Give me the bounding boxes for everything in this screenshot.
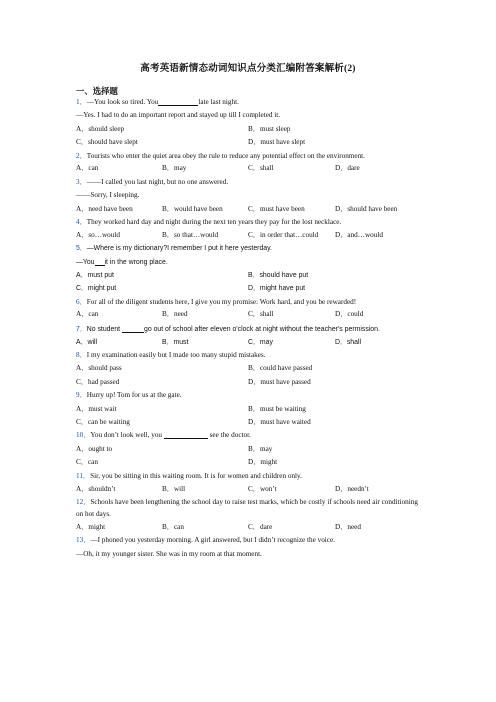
question-number: 2．	[76, 151, 87, 160]
option-d[interactable]: D．dare	[335, 164, 360, 173]
question-2-options	[76, 162, 421, 175]
option-b[interactable]: B．must sleep	[248, 124, 291, 133]
option-c[interactable]: C．should have slept	[76, 138, 138, 147]
question-1-options-cd	[76, 136, 421, 149]
question-4-options	[76, 229, 421, 242]
option-d[interactable]: D．and…would	[335, 230, 383, 239]
option-c[interactable]: C．dare	[248, 522, 273, 531]
question-number: 12．	[76, 498, 91, 507]
option-b[interactable]: B．will	[162, 484, 186, 493]
option-c[interactable]: C．can	[76, 458, 98, 467]
option-d[interactable]: D．need	[335, 522, 361, 531]
question-1-stem	[76, 96, 421, 109]
question-4-stem	[76, 216, 421, 229]
question-text: Sir, you be sitting in this waiting room. It is for women and children only.	[90, 471, 302, 480]
option-b[interactable]: B．may	[162, 164, 187, 173]
question-text: Hurry up! Tom for us at the gate.	[86, 391, 182, 400]
question-text: —Where is my dictionary?I remember I put it here yesterday.	[86, 245, 272, 253]
question-text: No student	[86, 325, 121, 333]
question-text: see the doctor.	[209, 431, 251, 440]
answer-blank	[164, 429, 208, 439]
question-5-options-ab	[76, 269, 421, 282]
question-number: 8．	[76, 351, 87, 360]
question-8-options-ab	[76, 362, 421, 375]
option-d[interactable]: D．shall	[335, 338, 362, 346]
question-number: 3．	[76, 177, 87, 186]
question-text: Tourists who enter the quiet area obey the rule to reduce any potential effect on the environment.	[86, 151, 365, 160]
option-d[interactable]: D．must have slept	[248, 138, 306, 147]
question-number: 10．	[76, 431, 91, 440]
answer-blank	[95, 256, 105, 266]
option-b[interactable]: B．would have been	[162, 204, 223, 213]
question-text: —I phoned you yesterday morning. A girl answered, but I didn’t recognize the voice.	[90, 536, 335, 545]
option-c[interactable]: C．might put	[76, 285, 117, 293]
question-10-options-cd	[76, 456, 421, 469]
question-7-stem	[76, 322, 421, 336]
question-number: 11．	[76, 471, 91, 480]
question-12-stem	[76, 496, 421, 521]
option-a[interactable]: A．shouldn’t	[76, 484, 116, 493]
option-a[interactable]: A．can	[76, 164, 99, 173]
option-b[interactable]: B．so that…would	[162, 230, 219, 239]
question-5-dialogue	[76, 256, 421, 269]
option-d[interactable]: D．needn’t	[335, 484, 369, 493]
question-text: I my examination easily but I made too many stupid mistakes.	[86, 351, 266, 360]
question-6-stem	[76, 296, 421, 309]
option-b[interactable]: B．can	[162, 522, 184, 531]
option-b[interactable]: B．must	[162, 338, 189, 346]
question-1-dialogue: —Yes. I had to do an important report and stayed up till I completed it.	[76, 111, 281, 120]
option-c[interactable]: C．had passed	[76, 377, 120, 386]
question-number: 7．	[76, 325, 87, 333]
option-c[interactable]: C．shall	[248, 310, 274, 319]
question-2-stem	[76, 150, 421, 163]
question-11-stem	[76, 470, 421, 483]
question-number: 4．	[76, 217, 87, 226]
option-b[interactable]: B．could have passed	[248, 364, 313, 373]
option-d[interactable]: D．might	[248, 458, 278, 467]
option-a[interactable]: A．will	[76, 338, 98, 346]
answer-blank	[122, 323, 144, 333]
question-text: You don’t look well, you	[90, 431, 163, 440]
question-text: ——I called you last night, but no one answered.	[86, 177, 229, 186]
question-8-stem	[76, 349, 421, 362]
question-text: For all of the diligent students here, I give you my promise: Work hard, and you be rewarded!	[86, 297, 357, 306]
option-a[interactable]: A．need have been	[76, 204, 133, 213]
question-number: 9．	[76, 391, 87, 400]
question-list	[76, 96, 421, 561]
question-text: They worked hard day and night during the next ten years they pay for the lost necklace.	[86, 217, 342, 226]
question-text: it in the wrong place.	[104, 258, 168, 266]
option-c[interactable]: C．can be waiting	[76, 418, 130, 426]
question-10-options-ab	[76, 443, 421, 456]
question-11-options	[76, 483, 421, 496]
option-d[interactable]: D．must have waited	[248, 418, 311, 426]
question-3-stem	[76, 176, 421, 189]
option-c[interactable]: C．shall	[248, 164, 274, 173]
option-d[interactable]: D．might have put	[248, 285, 306, 293]
option-d[interactable]: D．could	[335, 310, 364, 319]
option-a[interactable]: A．so…would	[76, 230, 120, 239]
question-text: Schools have been lengthening the school day to raise test marks, which be costly if schools need air conditioning on hot days.	[76, 498, 418, 519]
question-13-stem	[76, 534, 421, 547]
question-13-dialogue: —Oh, it my younger sister. She was in my room at that moment.	[76, 549, 262, 558]
option-a[interactable]: A．must put	[76, 271, 114, 279]
option-a[interactable]: A．might	[76, 522, 106, 531]
option-b[interactable]: B．may	[248, 444, 273, 453]
question-9-options-ab	[76, 403, 421, 416]
section-heading: 一、选择题	[76, 87, 118, 96]
option-d[interactable]: D．should have been	[335, 204, 398, 213]
question-text: —You look so tired. You	[86, 98, 159, 106]
question-7-options	[76, 336, 421, 349]
question-text: —You	[76, 258, 95, 266]
question-3-dialogue: ——Sorry, I sleeping.	[76, 191, 140, 200]
question-6-options	[76, 308, 421, 321]
question-number: 1．	[76, 98, 87, 106]
question-5-options-cd	[76, 282, 421, 295]
option-c[interactable]: C．must have been	[248, 204, 305, 213]
option-a[interactable]: A．must wait	[76, 404, 117, 413]
option-c[interactable]: C．won’t	[248, 484, 277, 493]
question-1-options-ab	[76, 123, 421, 136]
question-number: 6．	[76, 297, 87, 306]
option-b[interactable]: B．should have put	[248, 271, 309, 279]
question-9-stem	[76, 389, 421, 402]
question-3-options	[76, 203, 421, 216]
option-c[interactable]: C．may	[248, 338, 273, 346]
option-c[interactable]: C．in order that…could	[248, 230, 319, 239]
option-b[interactable]: B．must be waiting	[248, 404, 306, 413]
question-text: go out of school after eleven o'clock at night without the teacher's permission.	[143, 325, 380, 333]
question-10-stem	[76, 429, 421, 442]
question-text: late last night.	[198, 98, 239, 106]
question-8-options-cd	[76, 376, 421, 389]
option-a[interactable]: A．can	[76, 310, 99, 319]
page-title: 高考英语新情态动词知识点分类汇编附答案解析(2)	[140, 64, 356, 74]
option-a[interactable]: A．should pass	[76, 364, 122, 373]
question-12-options	[76, 521, 421, 534]
question-9-options-cd	[76, 416, 421, 429]
question-5-stem	[76, 242, 421, 255]
question-number: 5．	[76, 245, 87, 253]
question-number: 13．	[76, 536, 91, 545]
answer-blank	[158, 96, 198, 106]
option-d[interactable]: D．must have passed	[248, 377, 311, 386]
option-b[interactable]: B．need	[162, 310, 188, 319]
option-a[interactable]: A．should sleep	[76, 124, 125, 133]
option-a[interactable]: A．ought to	[76, 444, 113, 453]
